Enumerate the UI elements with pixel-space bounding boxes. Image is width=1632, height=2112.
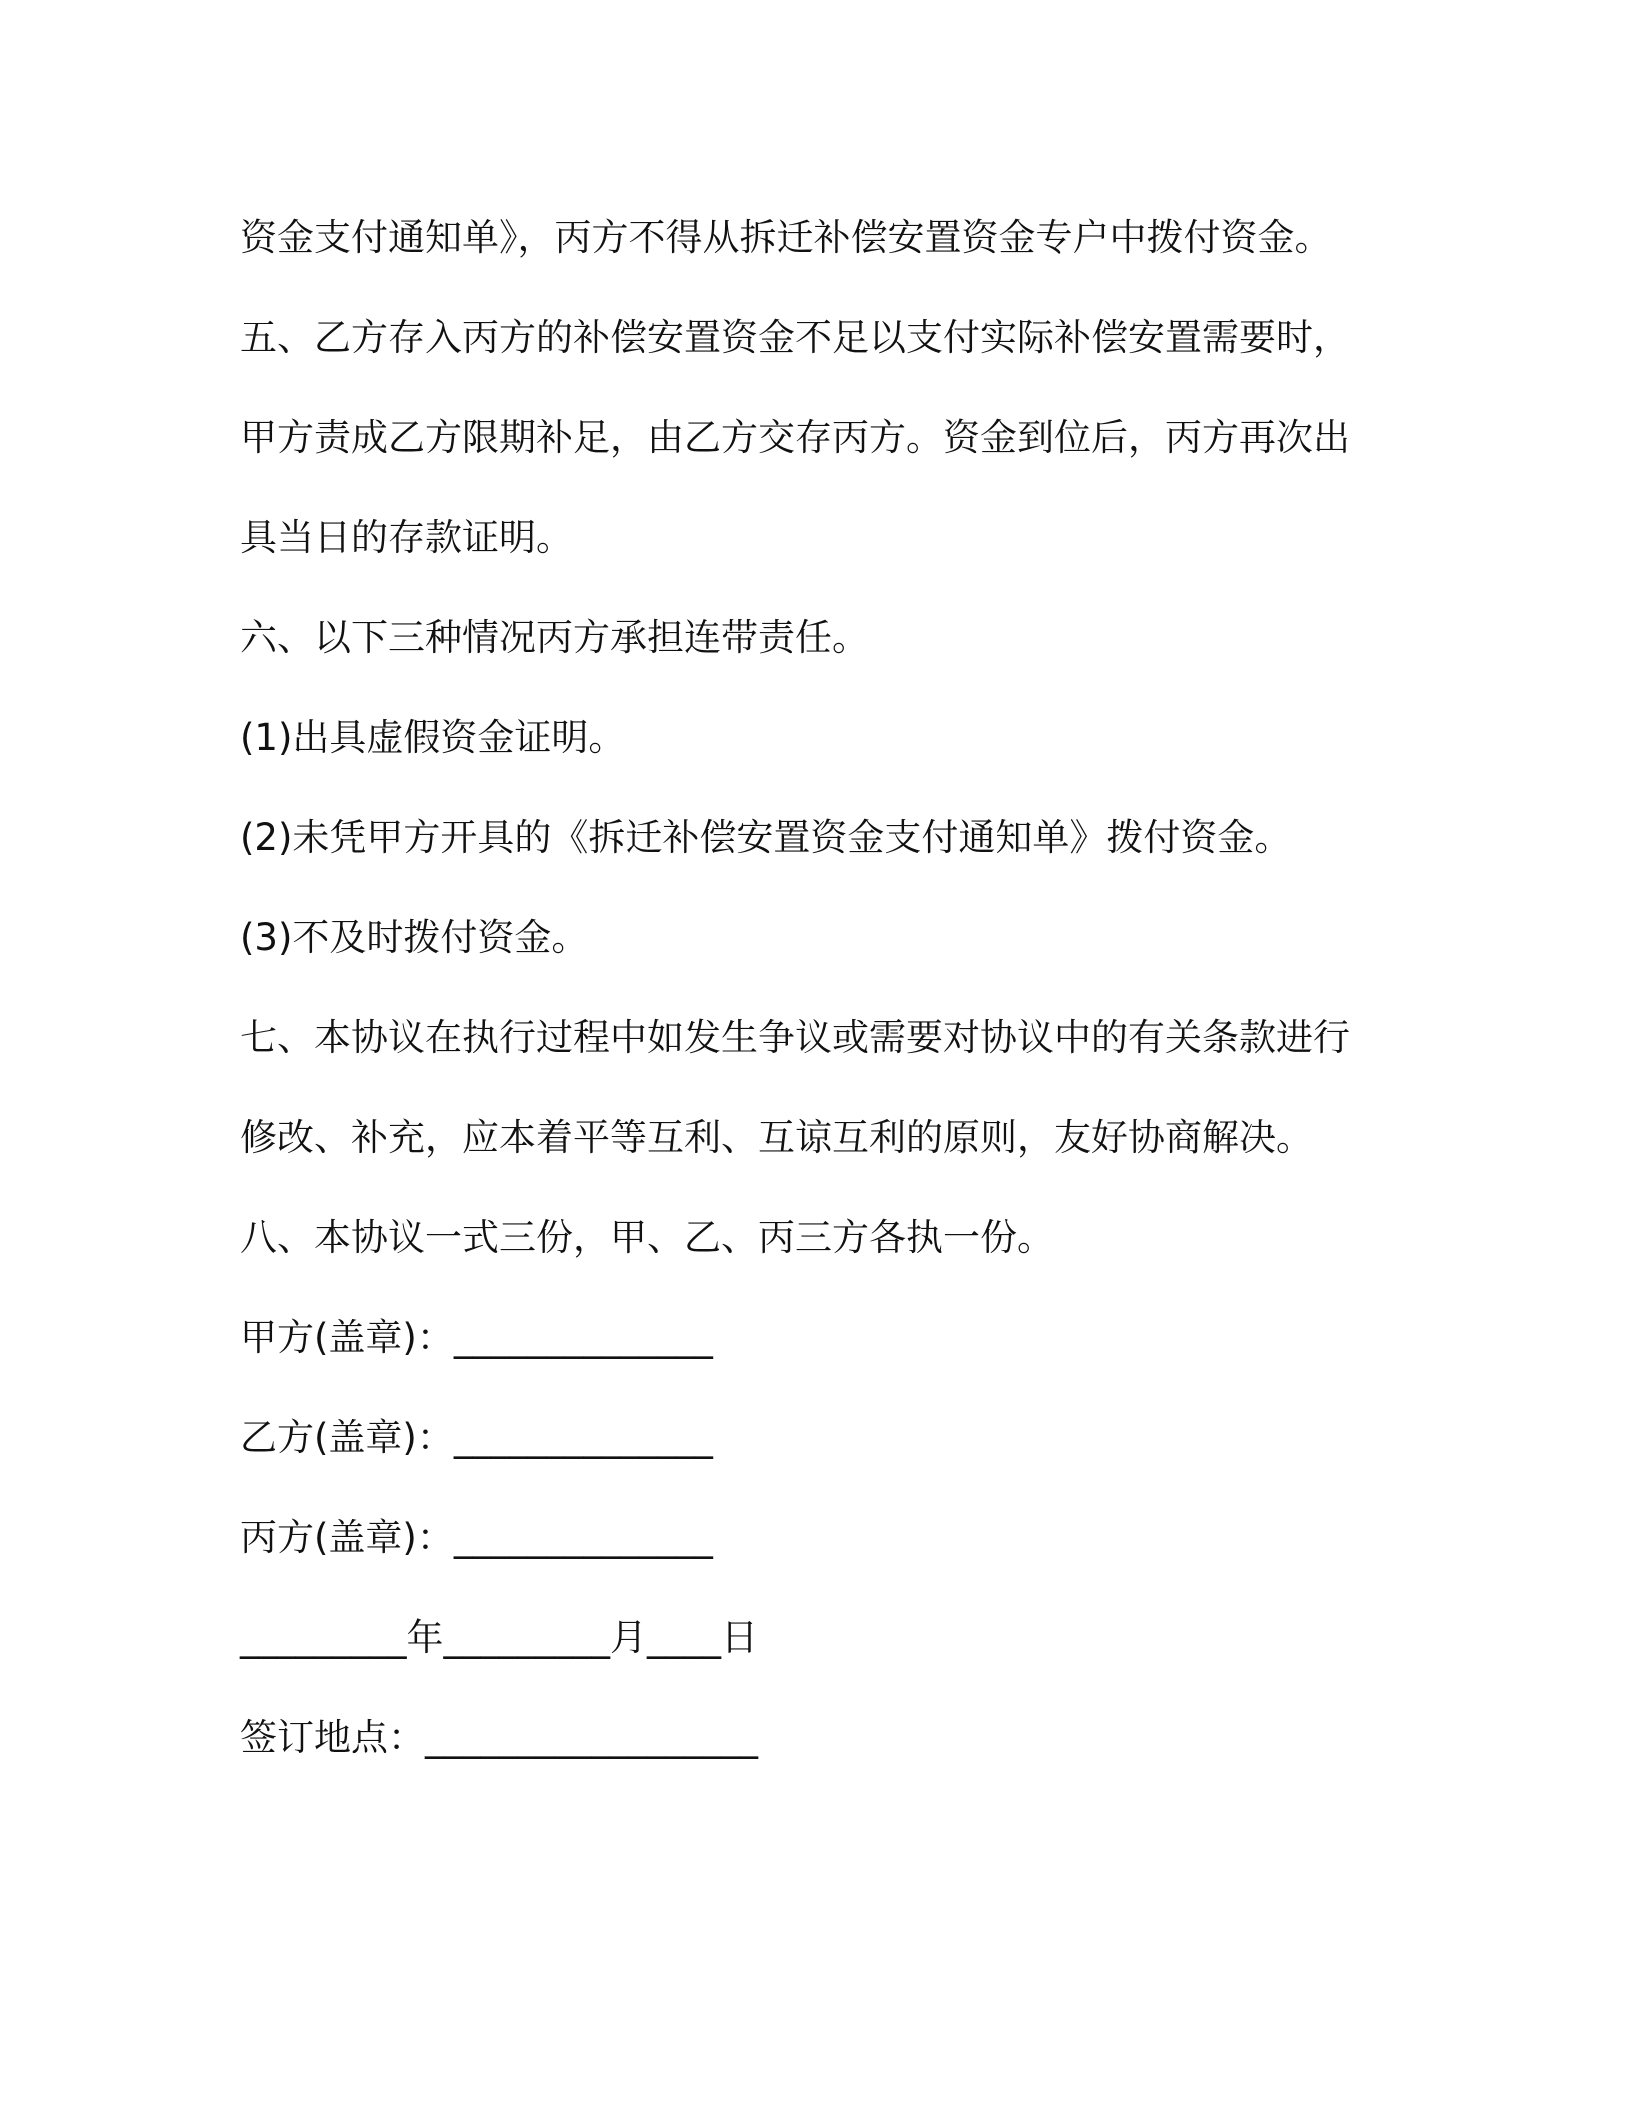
clause-six-item-3: (3)不及时拨付资金。 xyxy=(240,916,589,959)
clause-five-line-3: 具当日的存款证明。 xyxy=(240,516,573,559)
signing-location: 签订地点：__________________ xyxy=(240,1716,758,1759)
clause-eight-line: 八、本协议一式三份，甲、乙、丙三方各执一份。 xyxy=(240,1216,1054,1259)
document-body xyxy=(240,188,1410,1788)
party-a-signature: 甲方(盖章)：______________ xyxy=(240,1316,713,1359)
party-b-signature: 乙方(盖章)：______________ xyxy=(240,1416,713,1459)
clause-six-heading: 六、以下三种情况丙方承担连带责任。 xyxy=(240,616,869,659)
party-c-signature: 丙方(盖章)：______________ xyxy=(240,1516,713,1559)
paragraph-line: 资金支付通知单》，丙方不得从拆迁补偿安置资金专户中拨付资金。 xyxy=(240,216,1332,259)
clause-seven-line-1: 七、本协议在执行过程中如发生争议或需要对协议中的有关条款进行 xyxy=(240,1016,1350,1059)
signing-date: _________年_________月____日 xyxy=(240,1616,758,1659)
clause-five-line-1: 五、乙方存入丙方的补偿安置资金不足以支付实际补偿安置需要时， xyxy=(240,316,1350,359)
clause-seven-line-2: 修改、补充，应本着平等互利、互谅互利的原则，友好协商解决。 xyxy=(240,1116,1313,1159)
clause-six-item-1: (1)出具虚假资金证明。 xyxy=(240,716,626,759)
clause-six-item-2: (2)未凭甲方开具的《拆迁补偿安置资金支付通知单》拨付资金。 xyxy=(240,816,1292,859)
clause-five-line-2: 甲方责成乙方限期补足，由乙方交存丙方。资金到位后，丙方再次出 xyxy=(240,416,1350,459)
